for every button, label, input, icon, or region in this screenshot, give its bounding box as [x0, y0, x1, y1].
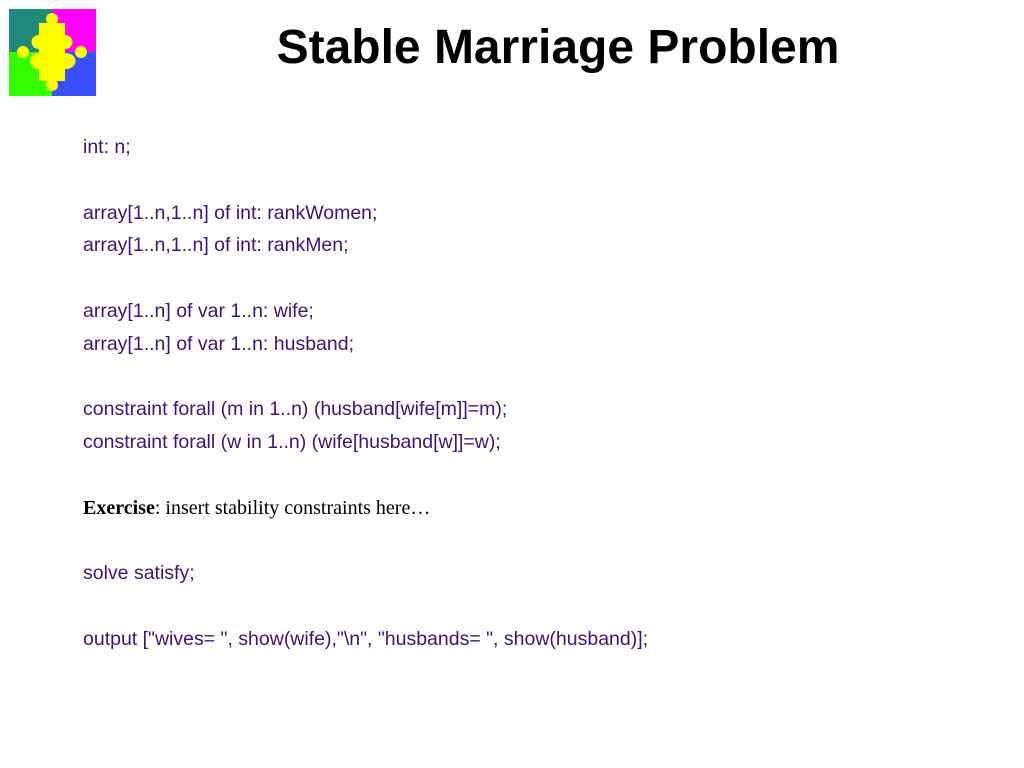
code-line-constraint-husband: constraint forall (m in 1..n) (husband[wife[m]]=m);	[83, 398, 508, 421]
blank-line	[83, 264, 648, 297]
slide-title: Stable Marriage Problem	[276, 21, 840, 74]
code-listing	[83, 133, 648, 658]
blank-line	[83, 527, 648, 560]
exercise-text: : insert stability constraints here…	[154, 496, 431, 519]
code-line-solve: solve satisfy;	[83, 562, 195, 585]
blank-line	[83, 461, 648, 494]
code-line-rank-women: array[1..n,1..n] of int: rankWomen;	[83, 201, 378, 224]
blank-line	[83, 363, 648, 396]
code-line-husband: array[1..n] of var 1..n: husband;	[83, 332, 354, 355]
blank-line	[83, 592, 648, 625]
code-line-wife: array[1..n] of var 1..n: wife;	[83, 299, 314, 322]
code-line-rank-men: array[1..n,1..n] of int: rankMen;	[83, 234, 349, 257]
code-line-constraint-wife: constraint forall (w in 1..n) (wife[husband[w]]=w);	[83, 431, 501, 454]
code-line-decl-n: int: n;	[83, 136, 131, 158]
code-line-output: output ["wives= ", show(wife),"\n", "husbands= ", show(husband)];	[83, 627, 649, 650]
exercise-line	[83, 494, 648, 527]
exercise-label: Exercise	[83, 496, 155, 519]
blank-line	[83, 166, 648, 199]
